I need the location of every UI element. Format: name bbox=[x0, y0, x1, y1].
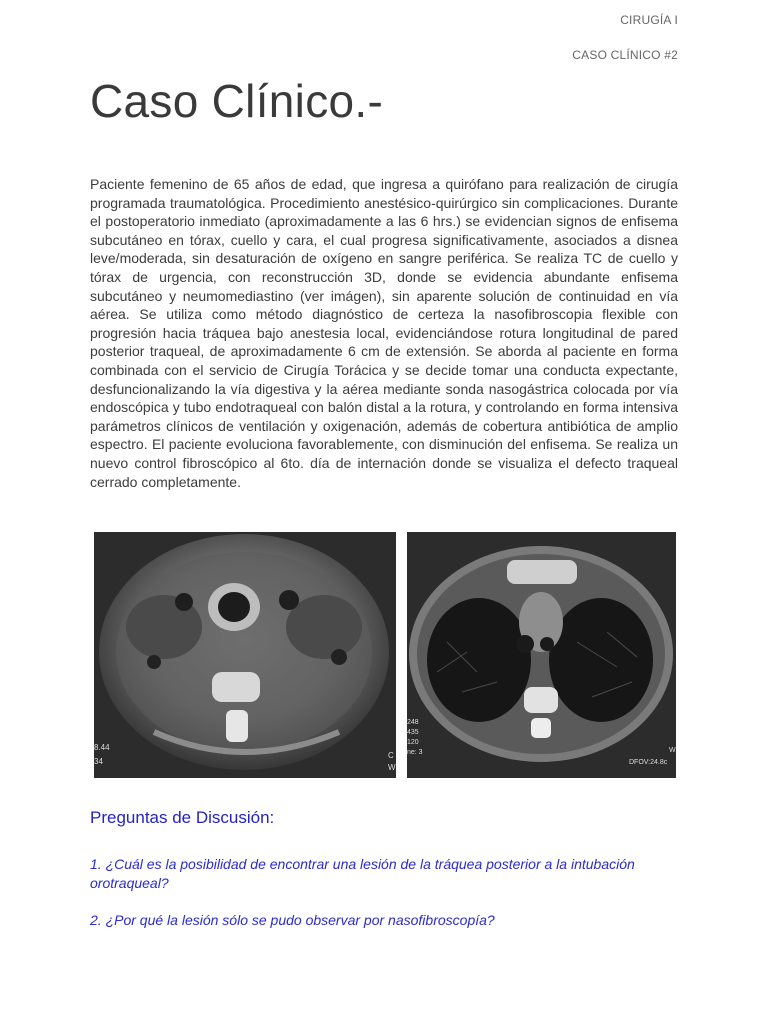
thorax-overlay-left-2: 435 bbox=[407, 729, 419, 736]
thorax-overlay-left-1: 248 bbox=[407, 719, 419, 726]
discussion-question-1: 1. ¿Cuál es la posibilidad de encontrar una lesión de la tráquea posterior a la intubación orotraqueal? bbox=[90, 856, 635, 891]
header-case-number: CASO CLÍNICO #2 bbox=[572, 48, 678, 62]
page-title: Caso Clínico.- bbox=[90, 75, 384, 127]
discussion-heading: Preguntas de Discusión: bbox=[90, 808, 275, 827]
thorax-overlay-left-4: ne: 3 bbox=[407, 749, 423, 756]
neck-overlay-right: C bbox=[388, 751, 394, 760]
neck-overlay-right-2: W bbox=[388, 763, 396, 772]
thorax-overlay-right-2: W bbox=[669, 747, 676, 754]
thorax-overlay-right-1: DFOV:24.8c bbox=[629, 759, 668, 766]
discussion-question-2: 2. ¿Por qué la lesión sólo se pudo observar por nasofibroscopía? bbox=[90, 912, 495, 928]
case-description: Paciente femenino de 65 años de edad, que ingresa a quirófano para realización de cirugía programada traumatológica. Procedimiento anestésico-quirúrgico sin complicaciones. Durante el postoperatorio inmediato (aproximadamente a las 6 hrs.) se evidencian signos de enfisema subcutáneo en tórax, cuello y cara, el cual progresa significativamente, asociados a disnea leve/moderada, sin desaturación de oxígeno en sangre periférica. Se realiza TC de cuello y tórax de urgencia, con reconstrucción 3D, donde se evidencia abundante enfisema subcutáneo y neumomediastino (ver imágen), sin aparente solución de continuidad en vía aérea. Se utiliza como método diagnóstico de certeza la nasofibroscopia flexible con progresión hacia tráquea bajo anestesia local, evidenciándose rotura longitudinal de pared posterior traqueal, de aproximadamente 6 cm de extensión. Se aborda al paciente en forma combinada con el servicio de Cirugía Torácica y se decide tomar una conducta expectante, desfuncionalizando la vía digestiva y la aérea mediante sonda nasogástrica colocada por vía endoscópica y tubo endotraqueal con balón distal a la rotura, y controlando en forma intensiva parámetros clínicos de ventilación y oxigenación, además de cobertura antibiótica de amplio espectro. El paciente evoluciona favorablemente, con disminución del enfisema. Se realiza un nuevo control fibroscópico al 6to. día de internación donde se visualiza el defecto traqueal cerrado completamente. bbox=[90, 176, 678, 490]
neck-overlay-left-2: 34 bbox=[94, 757, 103, 766]
header-course: CIRUGÍA I bbox=[620, 13, 678, 27]
neck-overlay-left: 8.44 bbox=[94, 743, 110, 752]
ct-scan-neck-image bbox=[94, 532, 396, 778]
ct-scan-thorax-image bbox=[407, 532, 676, 778]
thorax-overlay-left-3: 120 bbox=[407, 739, 419, 746]
